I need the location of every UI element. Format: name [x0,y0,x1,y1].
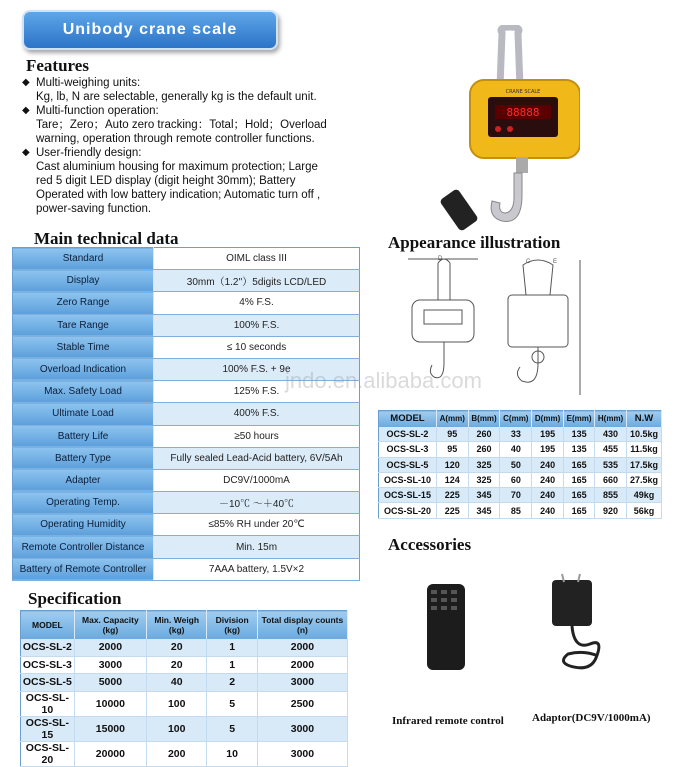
feature-line: Kg, lb, N are selectable, generally kg is the default unit. [36,91,317,103]
spec-cell: OCS-SL-3 [21,656,75,674]
spec-cell: 10000 [74,691,146,716]
spec-header: Max. Capacity (kg) [74,611,146,639]
spec-cell: OCS-SL-2 [21,639,75,657]
adaptor-image [540,570,620,690]
accessories-heading: Accessories [388,535,472,554]
dim-row [379,427,662,442]
dim-cell: OCS-SL-10 [379,472,437,487]
spec-cell: 40 [147,674,207,692]
spec-header: Min. Weigh (kg) [147,611,207,639]
dim-cell: 70 [500,488,532,503]
features-heading: Features [26,56,89,75]
feature-line: power-saving function. [36,203,152,215]
tech-value: ≤85% RH under 20℃ [154,514,360,536]
dim-header: A(mm) [436,411,468,427]
dim-cell: 325 [468,472,500,487]
dim-cell: OCS-SL-15 [379,488,437,503]
tech-key: Max. Safety Load [13,381,154,403]
dim-label-c: C [526,259,531,265]
spec-cell: 10 [207,741,257,766]
spec-cell: 15000 [74,716,146,741]
dim-cell: 240 [532,503,564,518]
spec-cell: 100 [147,691,207,716]
tech-key: Stable Time [13,336,154,358]
tech-row [13,536,360,558]
tech-value: 7AAA battery, 1.5V×2 [154,558,360,580]
spec-table [20,610,348,767]
dim-cell: 135 [563,442,594,457]
tech-row [13,492,360,514]
spec-cell: 3000 [74,656,146,674]
spec-cell: 20 [147,656,207,674]
tech-value: 30mm（1.2''）5digits LCD/LED [154,270,360,292]
tech-row [13,514,360,536]
tech-key: Adapter [13,469,154,491]
dim-header: MODEL [379,411,437,427]
dim-cell: OCS-SL-20 [379,503,437,518]
dim-cell: 135 [563,427,594,442]
feature-title: ◆ Multi-function operation: [22,105,159,117]
spec-cell: 2000 [257,656,347,674]
spec-row [21,639,348,657]
diamond-bullet-icon: ◆ [22,147,30,158]
spec-cell: 20 [147,639,207,657]
spec-cell: OCS-SL-20 [21,741,75,766]
tech-row [13,425,360,447]
tech-row [13,270,360,292]
tech-value: 100% F.S. [154,314,360,336]
dim-cell: 260 [468,427,500,442]
dim-cell: 165 [563,503,594,518]
tech-value: 100% F.S. + 9e [154,358,360,380]
dim-cell: 50 [500,457,532,472]
dim-cell: 920 [595,503,627,518]
dim-cell: 345 [468,488,500,503]
tech-key: Display [13,270,154,292]
dim-cell: 345 [468,503,500,518]
dim-cell: 85 [500,503,532,518]
remote-control-image [415,580,475,675]
dim-cell: OCS-SL-2 [379,427,437,442]
tech-key: Operating Temp. [13,492,154,514]
tech-row [13,314,360,336]
tech-value: ≥50 hours [154,425,360,447]
dim-header: H(mm) [595,411,627,427]
spec-row [21,656,348,674]
spec-header: MODEL [21,611,75,639]
spec-cell: 3000 [257,716,347,741]
appearance-heading: Appearance illustration [388,233,561,252]
dim-row [379,488,662,503]
feature-line: Operated with low battery indication; Automatic turn off , [36,189,321,201]
tech-value: Min. 15m [154,536,360,558]
tech-row [13,292,360,314]
dim-cell: 325 [468,457,500,472]
feature-line: red 5 digit LED display (digit height 30mm); Battery [36,175,296,187]
svg-text:88888: 88888 [506,106,540,119]
dim-header: C(mm) [500,411,532,427]
tech-key: Battery Type [13,447,154,469]
dim-cell: 124 [436,472,468,487]
dim-label-d: D [438,256,443,262]
spec-heading: Specification [28,589,122,608]
tech-value: DC9V/1000mA [154,469,360,491]
dim-cell: 49kg [626,488,661,503]
feature-line: warning, operation through remote controller functions. [36,133,315,145]
spec-cell: 5000 [74,674,146,692]
dim-cell: 56kg [626,503,661,518]
tech-key: Battery Life [13,425,154,447]
spec-cell: 1 [207,656,257,674]
dim-cell: 240 [532,457,564,472]
spec-row [21,716,348,741]
tech-row [13,248,360,270]
dim-row [379,503,662,518]
title-banner: Unibody crane scale [22,10,278,50]
dim-row [379,442,662,457]
dim-label-e: E [553,259,558,265]
dim-header: B(mm) [468,411,500,427]
dim-cell: 165 [563,488,594,503]
tech-table [12,247,360,581]
tech-key: Battery of Remote Controller [13,558,154,580]
dim-cell: 17.5kg [626,457,661,472]
tech-value: 4% F.S. [154,292,360,314]
dim-cell: 430 [595,427,627,442]
dim-header: D(mm) [532,411,564,427]
dim-cell: 225 [436,488,468,503]
dim-row [379,457,662,472]
dim-cell: 33 [500,427,532,442]
dim-cell: 27.5kg [626,472,661,487]
spec-cell: 5 [207,716,257,741]
spec-cell: 2000 [74,639,146,657]
tech-key: Remote Controller Distance [13,536,154,558]
tech-value: Fully sealed Lead-Acid battery, 6V/5Ah [154,447,360,469]
tech-value: －10℃ ～＋40℃ [154,492,360,514]
features-list [20,76,370,216]
dim-cell: 10.5kg [626,427,661,442]
diamond-bullet-icon: ◆ [22,105,30,116]
dim-cell: 225 [436,503,468,518]
dim-cell: 240 [532,472,564,487]
tech-key: Ultimate Load [13,403,154,425]
crane-scale-image [440,25,580,245]
tech-key: Standard [13,248,154,270]
dim-cell: 240 [532,488,564,503]
spec-cell: 5 [207,691,257,716]
tech-value: 400% F.S. [154,403,360,425]
spec-cell: 3000 [257,674,347,692]
adaptor-caption: Adaptor(DC9V/1000mA) [532,712,651,724]
tech-value: ≤ 10 seconds [154,336,360,358]
dim-cell: 260 [468,442,500,457]
tech-row [13,469,360,491]
watermark: jndo.en.alibaba.com [285,368,482,393]
tech-key: Zero Range [13,292,154,314]
dim-cell: 195 [532,442,564,457]
tech-key: Overload Indication [13,358,154,380]
dim-row [379,472,662,487]
tech-row [13,336,360,358]
spec-header: Total display counts (n) [257,611,347,639]
tech-value: OIML class III [154,248,360,270]
tech-key: Tare Range [13,314,154,336]
dimension-table [378,410,662,519]
tech-row [13,558,360,580]
dim-cell: 660 [595,472,627,487]
dim-cell: 165 [563,457,594,472]
spec-cell: 20000 [74,741,146,766]
dim-cell: 60 [500,472,532,487]
spec-row [21,691,348,716]
dim-cell: 11.5kg [626,442,661,457]
tech-row [13,403,360,425]
tech-heading: Main technical data [34,229,179,248]
remote-caption: Infrared remote control [392,715,504,727]
dim-cell: 535 [595,457,627,472]
scale-display-label: CRANE SCALE [505,89,541,95]
dim-cell: OCS-SL-3 [379,442,437,457]
dim-cell: 455 [595,442,627,457]
spec-header: Division (kg) [207,611,257,639]
dim-header: N.W [626,411,661,427]
spec-cell: 2500 [257,691,347,716]
tech-value: 125% F.S. [154,381,360,403]
dim-cell: 165 [563,472,594,487]
spec-cell: OCS-SL-10 [21,691,75,716]
spec-cell: OCS-SL-5 [21,674,75,692]
spec-cell: 100 [147,716,207,741]
feature-line: Cast aluminium housing for maximum protection; Large [36,161,318,173]
dim-cell: 95 [436,442,468,457]
dim-cell: 855 [595,488,627,503]
feature-title: ◆ Multi-weighing units: [22,77,141,89]
spec-cell: 1 [207,639,257,657]
spec-row [21,674,348,692]
spec-cell: 3000 [257,741,347,766]
spec-cell: 2000 [257,639,347,657]
dim-cell: 95 [436,427,468,442]
dim-cell: 195 [532,427,564,442]
spec-cell: OCS-SL-15 [21,716,75,741]
dim-header: E(mm) [563,411,594,427]
spec-cell: 2 [207,674,257,692]
tech-key: Operating Humidity [13,514,154,536]
dim-cell: OCS-SL-5 [379,457,437,472]
tech-row [13,447,360,469]
diamond-bullet-icon: ◆ [22,77,30,88]
feature-line: Tare；Zero；Auto zero tracking：Total；Hold；Overload [36,119,327,131]
feature-title: ◆ User-friendly design: [22,147,142,159]
spec-cell: 200 [147,741,207,766]
dim-cell: 120 [436,457,468,472]
dim-cell: 40 [500,442,532,457]
